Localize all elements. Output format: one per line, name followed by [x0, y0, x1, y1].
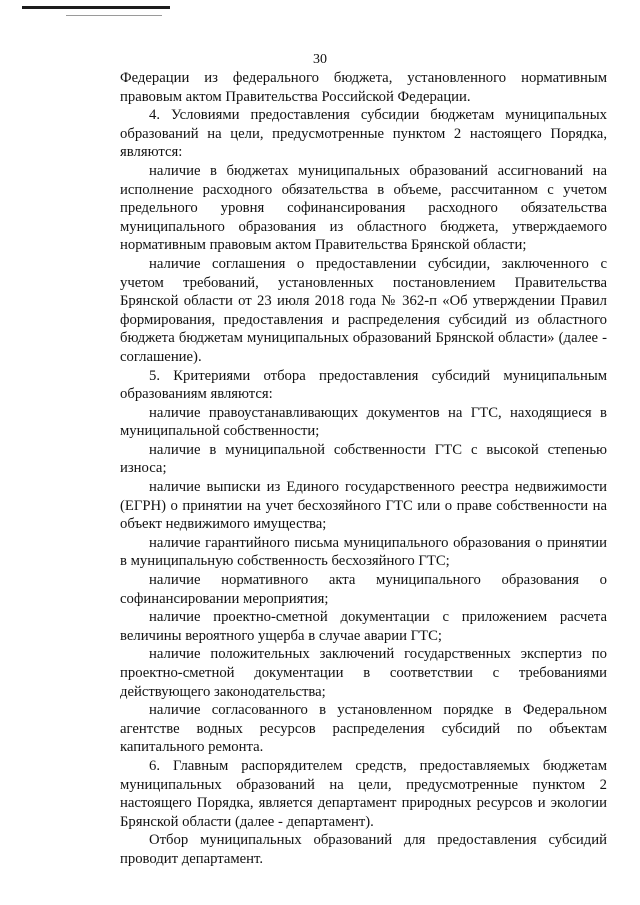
- scan-artifact-line: [22, 6, 170, 9]
- paragraph: наличие гарантийного письма муниципального образования о принятии в муниципальную собственность бесхозяйного ГТС;: [120, 534, 607, 570]
- page-number: 30: [313, 52, 327, 67]
- scan-artifact-line: [66, 15, 162, 16]
- paragraph: наличие соглашения о предоставлении субсидии, заключенного с учетом требований, установленных постановлением Правительства Брянской области от 23 июля 2018 года № 362-п «Об утверждении Правил формирования, предоставления и распределения субсидий из областного бюджета бюджетам муниципальных образований Брянской области» (далее - соглашение).: [120, 255, 607, 365]
- paragraph: наличие правоустанавливающих документов на ГТС, находящиеся в муниципальной собственности;: [120, 404, 607, 440]
- paragraph: наличие выписки из Единого государственного реестра недвижимости (ЕГРН) о принятии на учет бесхозяйного ГТС или о праве собственности на объект недвижимого имущества;: [120, 479, 607, 533]
- paragraph: Федерации из федерального бюджета, установленного нормативным правовым актом Правительства Российской Федерации.: [120, 70, 607, 105]
- paragraph: 6. Главным распорядителем средств, предоставляемых бюджетам муниципальных образований на цели, предусмотренные пунктом 2 настоящего Порядка, является департамент природных ресурсов и экологии Брянской области (далее - департамент).: [120, 757, 607, 830]
- paragraph: наличие проектно-сметной документации с приложением расчета величины вероятного ущерба в случае аварии ГТС;: [120, 609, 607, 644]
- paragraph: 4. Условиями предоставления субсидии бюджетам муниципальных образований на цели, предусмотренные пунктом 2 настоящего Порядка, являются:: [120, 107, 607, 161]
- paragraph: наличие согласованного в установленном порядке в Федеральном агентстве водных ресурсов распределения субсидий по объектам капитального ремонта.: [120, 702, 607, 756]
- paragraph: наличие положительных заключений государственных экспертиз по проектно-сметной документации в соответствии с требованиями действующего законодательства;: [120, 646, 607, 700]
- paragraph: наличие нормативного акта муниципального образования о софинансировании мероприятия;: [120, 572, 607, 607]
- paragraph: наличие в бюджетах муниципальных образований ассигнований на исполнение расходного обязательства в объеме, рассчитанном с учетом предельного уровня софинансирования расходного обязательства муниципального образования из областного бюджета, утверждаемого нормативным правовым актом Правительства Брянской области;: [120, 162, 607, 254]
- paragraph: наличие в муниципальной собственности ГТС с высокой степенью износа;: [120, 441, 607, 477]
- paragraph: Отбор муниципальных образований для предоставления субсидий проводит департамент.: [120, 832, 607, 867]
- document-body: [120, 69, 607, 869]
- paragraph: 5. Критериями отбора предоставления субсидий муниципальным образованиям являются:: [120, 367, 607, 403]
